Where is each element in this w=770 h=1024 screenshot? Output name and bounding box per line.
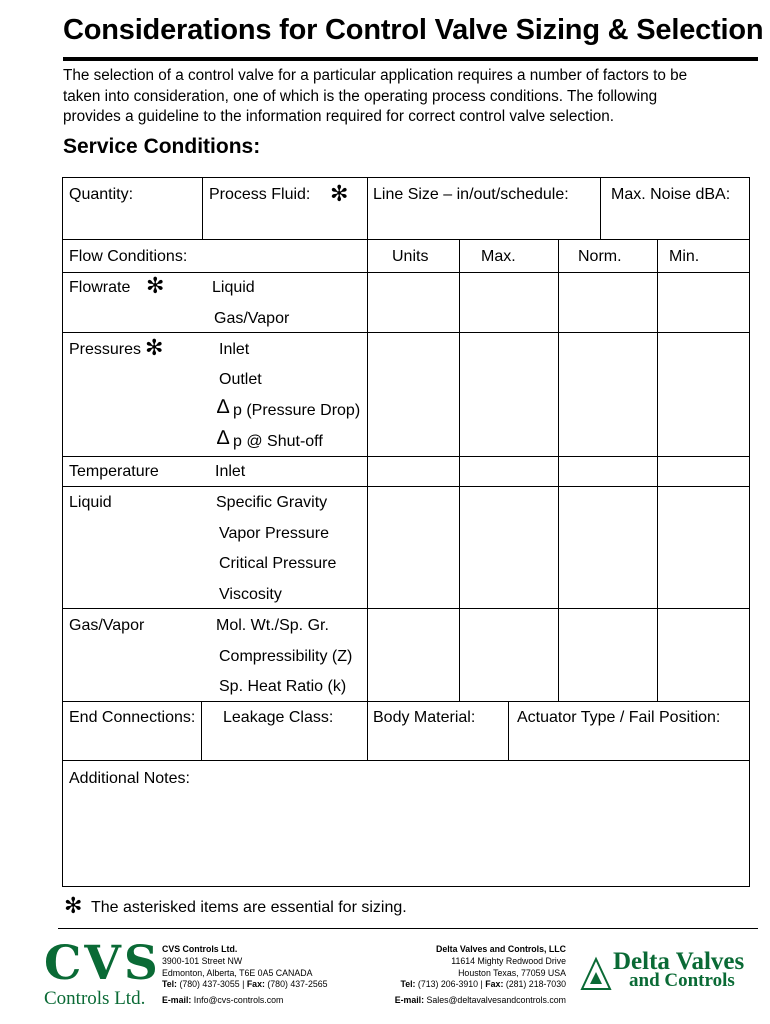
col-line	[600, 177, 601, 239]
intro-paragraph	[63, 66, 753, 128]
heat-ratio-label: Sp. Heat Ratio (k)	[219, 678, 347, 695]
quantity-label: Quantity:	[69, 186, 134, 203]
row-line	[62, 239, 750, 240]
col-line	[201, 701, 202, 760]
row-line	[62, 332, 750, 333]
page-title: Considerations for Control Valve Sizing & Selection	[63, 14, 764, 46]
asterisk-icon: ✻	[145, 335, 164, 360]
process-fluid-label: Process Fluid:	[209, 186, 311, 203]
cvs-company-name: CVS Controls Ltd.	[162, 944, 238, 954]
max-header: Max.	[481, 248, 516, 265]
delta-company-name: Delta Valves and Controls, LLC	[435, 944, 566, 954]
leakage-class-label: Leakage Class:	[223, 709, 334, 726]
units-header: Units	[392, 248, 429, 265]
asterisk-icon: ✻	[330, 181, 349, 206]
intro-line: taken into consideration, one of which is the operating process conditions. The following	[63, 87, 658, 105]
asterisk-icon: ✻	[146, 273, 165, 298]
delta-phone: Tel: (713) 206-3910 | Fax: (281) 218-7030	[400, 979, 566, 990]
essential-note: The asterisked items are essential for sizing.	[91, 899, 407, 916]
table-border-top	[62, 177, 750, 178]
inlet-pressure-label: Inlet	[219, 341, 250, 358]
shutoff-label: p @ Shut-off	[233, 433, 323, 450]
critical-pressure-label: Critical Pressure	[219, 555, 337, 572]
col-line	[367, 239, 368, 701]
min-header: Min.	[669, 248, 700, 265]
mol-wt-label: Mol. Wt./Sp. Gr.	[216, 617, 329, 634]
cvs-phone: Tel: (780) 437-3055 | Fax: (780) 437-2565	[162, 979, 328, 990]
asterisk-icon: ✻	[64, 893, 83, 918]
col-line	[657, 239, 658, 701]
delta-icon: ∆	[217, 396, 230, 418]
actuator-label: Actuator Type / Fail Position:	[517, 709, 721, 726]
delta-address	[390, 944, 566, 1007]
delta-email: E-mail: Sales@deltavalvesandcontrols.com	[394, 995, 566, 1006]
line-size-label: Line Size – in/out/schedule:	[373, 186, 569, 203]
row-line	[62, 701, 750, 702]
footer-rule	[58, 928, 758, 929]
additional-notes-label: Additional Notes:	[69, 770, 190, 787]
service-conditions-heading: Service Conditions:	[63, 135, 261, 158]
col-line	[202, 177, 203, 239]
flowrate-label: Flowrate	[69, 279, 131, 296]
cvs-city: Edmonton, Alberta, T6E 0A5 CANADA	[162, 967, 313, 978]
pressure-drop-label: p (Pressure Drop)	[233, 402, 361, 419]
outlet-pressure-label: Outlet	[219, 371, 262, 388]
col-line	[367, 701, 368, 760]
compressibility-label: Compressibility (Z)	[219, 648, 353, 665]
flowrate-liquid-label: Liquid	[212, 279, 255, 296]
row-line	[62, 608, 750, 609]
cvs-logo: CVS	[44, 936, 161, 991]
delta-street: 11614 Mighty Redwood Drive	[451, 955, 566, 966]
col-line	[558, 239, 559, 701]
table-border-right	[749, 177, 750, 887]
end-connections-label: End Connections:	[69, 709, 196, 726]
cvs-logo-subtitle: Controls Ltd.	[44, 988, 146, 1009]
intro-line: The selection of a control valve for a particular application requires a number of factors to be	[63, 67, 688, 84]
max-noise-label: Max. Noise dBA:	[611, 186, 731, 203]
temperature-inlet-label: Inlet	[215, 463, 246, 480]
table-border-bottom	[62, 886, 750, 887]
cvs-address	[162, 944, 328, 1007]
viscosity-label: Viscosity	[219, 586, 282, 603]
delta-city: Houston Texas, 77059 USA	[458, 967, 566, 978]
delta-logo-line1: Delta Valves	[613, 948, 745, 975]
flow-conditions-label: Flow Conditions:	[69, 248, 188, 265]
liquid-label: Liquid	[69, 494, 112, 511]
title-rule	[63, 57, 758, 61]
row-line	[62, 486, 750, 487]
delta-logo-line2: and Controls	[629, 970, 735, 991]
intro-line: provides a guideline to the information required for correct control valve selection.	[63, 108, 614, 125]
row-line	[62, 272, 750, 273]
vapor-pressure-label: Vapor Pressure	[219, 525, 329, 542]
gas-vapor-label: Gas/Vapor	[69, 617, 145, 634]
temperature-label: Temperature	[69, 463, 159, 480]
row-line	[62, 456, 750, 457]
body-material-label: Body Material:	[373, 709, 476, 726]
col-line	[459, 239, 460, 701]
delta-icon: ∆	[217, 427, 230, 449]
pressures-label: Pressures	[69, 341, 142, 358]
norm-header: Norm.	[578, 248, 622, 265]
row-line	[62, 760, 750, 761]
cvs-street: 3900-101 Street NW	[162, 955, 243, 966]
col-line	[367, 177, 368, 239]
table-border-left	[62, 177, 63, 887]
cvs-email: E-mail: Info@cvs-controls.com	[162, 995, 284, 1006]
col-line	[508, 701, 509, 760]
flowrate-gas-label: Gas/Vapor	[214, 310, 290, 327]
specific-gravity-label: Specific Gravity	[216, 494, 328, 511]
